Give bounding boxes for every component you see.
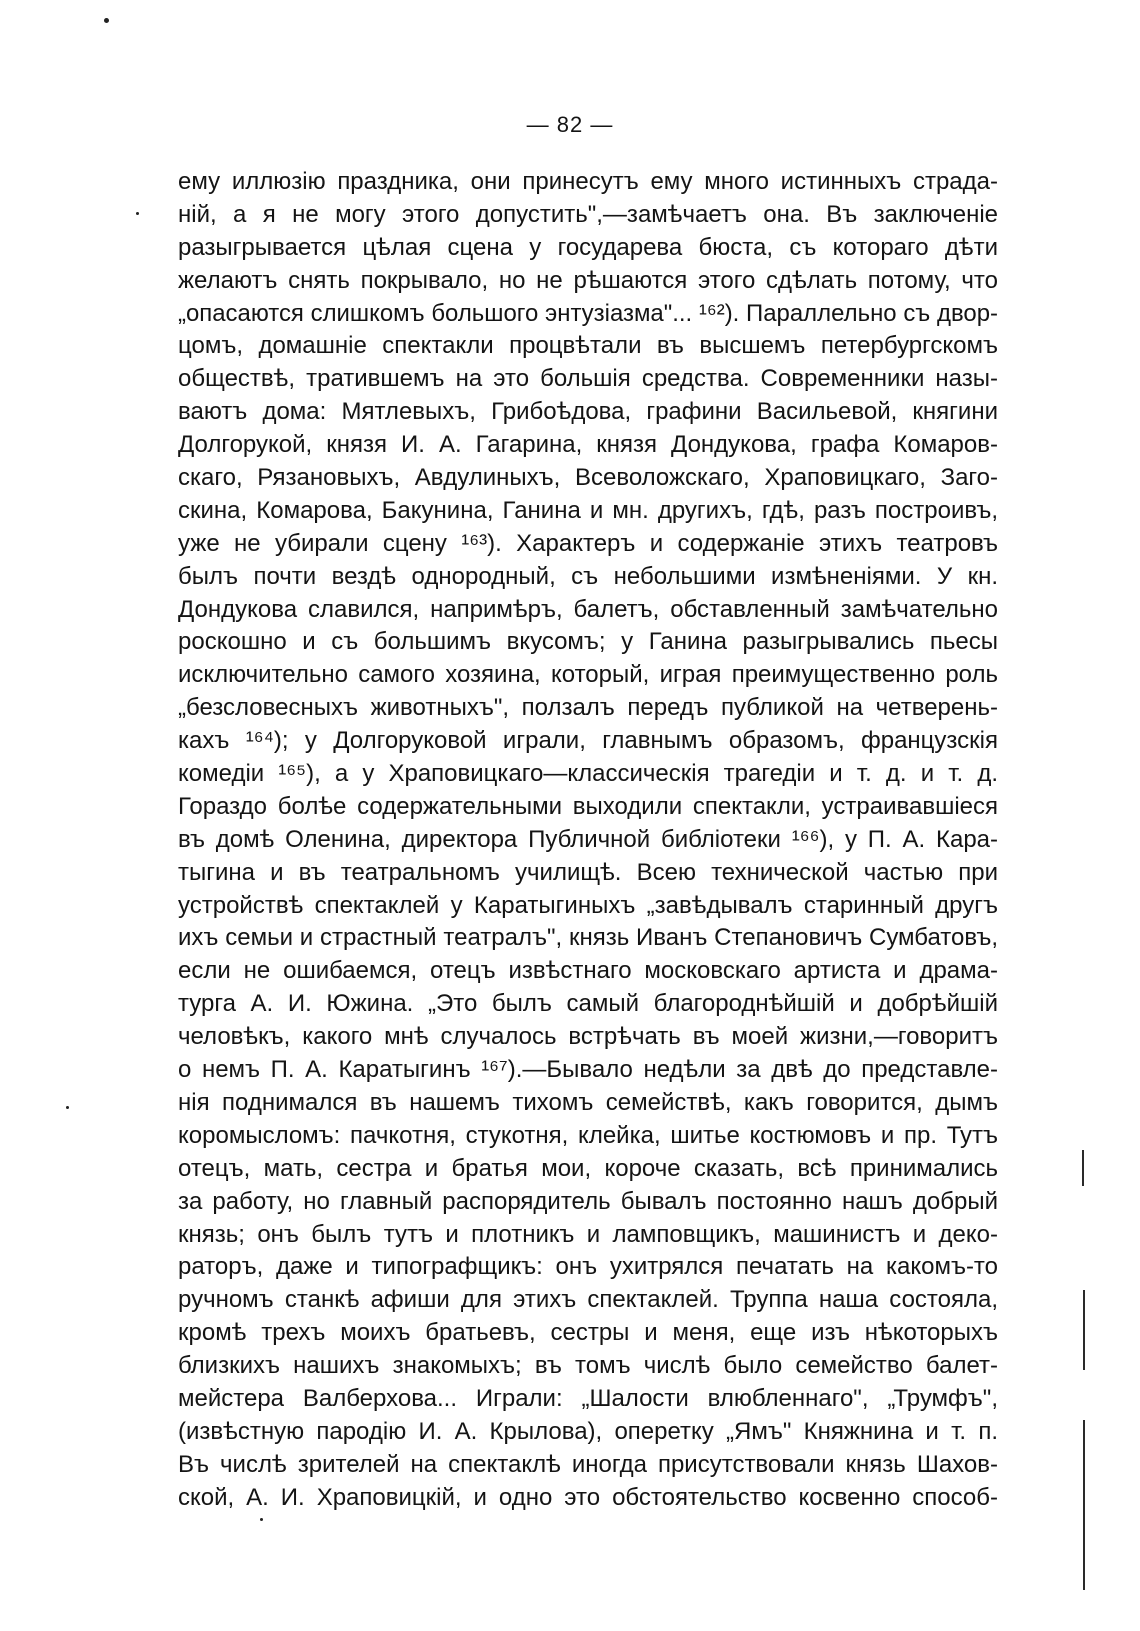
text-line: въ домѣ Оленина, директора Публичной библіотеки ¹⁶⁶), у П. А. Кара-: [178, 825, 998, 853]
text-line: о немъ П. А. Каратыгинъ ¹⁶⁷).—Бывало недѣли за двѣ до представле-: [178, 1056, 998, 1084]
text-line: разыгрывается цѣлая сцена у государева бюста, съ котораго дѣти: [178, 233, 998, 261]
text-line: нія поднимался въ нашемъ тихомъ семействѣ, какъ говорится, дымъ: [178, 1088, 998, 1116]
text-line: если не ошибаемся, отецъ извѣстнаго московскаго артиста и драма-: [178, 957, 998, 985]
page-number: — 82 —: [526, 112, 614, 137]
text-line: ихъ семьи и страстный театралъ", князь Иванъ Степановичъ Сумбатовъ,: [178, 924, 998, 952]
text-line: исключительно самого хозяина, который, играя преимущественно роль: [178, 661, 998, 689]
text-line: отецъ, мать, сестра и братья мои, короче сказать, всѣ принимались: [178, 1154, 998, 1182]
text-line: за работу, но главный распорядитель бывалъ постоянно нашъ добрый: [178, 1187, 998, 1215]
text-line: скина, Комарова, Бакунина, Ганина и мн. другихъ, гдѣ, разъ построивъ,: [178, 496, 998, 524]
text-line: Дондукова славился, напримѣръ, балетъ, обставленный замѣчательно: [178, 595, 998, 623]
text-line: былъ почти вездѣ однородный, съ небольшими измѣненіями. У кн.: [178, 562, 998, 590]
text-line: раторъ, даже и типографщикъ: онъ ухитрялся печатать на какомъ-то: [178, 1253, 998, 1281]
text-line: устройствѣ спектаклей у Каратыгиныхъ „завѣдывалъ старинный другъ: [178, 891, 998, 919]
scan-edge-mark: [1083, 1420, 1085, 1590]
text-line: „безсловесныхъ животныхъ", ползалъ передъ публикой на четверень-: [178, 694, 998, 722]
text-line: князь; онъ былъ тутъ и плотникъ и ламповщикъ, машинистъ и деко-: [178, 1220, 998, 1248]
text-line: цомъ, домашніе спектакли процвѣтали въ высшемъ петербургскомъ: [178, 332, 998, 360]
body-text: [178, 166, 998, 1515]
text-line: роскошно и съ большимъ вкусомъ; у Ганина разыгрывались пьесы: [178, 628, 998, 656]
text-line: скаго, Рязановыхъ, Авдулиныхъ, Всеволожскаго, Храповицкаго, Заго-: [178, 464, 998, 492]
text-line: Гораздо болѣе содержательными выходили спектакли, устраивавшіеся: [178, 792, 998, 820]
text-line: тыгина и въ театральномъ училищѣ. Всею технической частью при: [178, 858, 998, 886]
scan-edge-mark: [1083, 1290, 1085, 1370]
text-line: желаютъ снять покрывало, но не рѣшаются этого сдѣлать потому, что: [178, 266, 998, 294]
scan-speck: [260, 1518, 263, 1521]
text-line: „опасаются слишкомъ большого энтузіазма"... ¹⁶²). Параллельно съ двор-: [178, 299, 998, 327]
text-line: кромѣ трехъ моихъ братьевъ, сестры и меня, еще изъ нѣкоторыхъ: [178, 1319, 998, 1347]
text-line: Въ числѣ зрителей на спектаклѣ иногда присутствовали князь Шахов-: [178, 1450, 998, 1478]
text-line: Долгорукой, князя И. А. Гагарина, князя Дондукова, графа Комаров-: [178, 431, 998, 459]
text-line: ему иллюзію праздника, они принесутъ ему много истинныхъ страда-: [178, 168, 998, 195]
text-line: (извѣстную пародію И. А. Крылова), оперетку „Ямъ" Княжнина и т. п.: [178, 1417, 998, 1445]
text-line: ній, а я не могу этого допустить",—замѣчаетъ она. Въ заключеніе: [178, 200, 998, 228]
text-line: турга А. И. Южина. „Это былъ самый благороднѣйшій и добрѣйшій: [178, 990, 998, 1018]
text-line: близкихъ нашихъ знакомыхъ; въ томъ числѣ было семейство балет-: [178, 1352, 998, 1380]
scan-speck: [104, 18, 109, 23]
text-line: уже не убирали сцену ¹⁶³). Характеръ и содержаніе этихъ театровъ: [178, 529, 998, 557]
text-line: комедіи ¹⁶⁵), а у Храповицкаго—классическія трагедіи и т. д. и т. д.: [178, 760, 998, 788]
text-line: кахъ ¹⁶⁴); у Долгоруковой играли, главнымъ образомъ, французскія: [178, 727, 998, 755]
text-line: ваютъ дома: Мятлевыхъ, Грибоѣдова, графини Васильевой, княгини: [178, 398, 998, 426]
text-line: обществѣ, тратившемъ на это большія средства. Современники назы-: [178, 365, 998, 393]
scan-edge-mark: [1082, 1150, 1084, 1186]
text-line: человѣкъ, какого мнѣ случалось встрѣчать въ моей жизни,—говоритъ: [178, 1023, 998, 1051]
text-line: коромысломъ: пачкотня, стукотня, клейка, шитье костюмовъ и пр. Тутъ: [178, 1121, 998, 1149]
text-line: мейстера Валберхова... Играли: „Шалости влюбленнаго", „Трумфъ",: [178, 1384, 998, 1412]
scan-speck: [66, 1106, 69, 1109]
text-line: ручномъ станкѣ афиши для этихъ спектаклей. Труппа наша состояла,: [178, 1286, 998, 1314]
text-line: ской, А. И. Храповицкій, и одно это обстоятельство косвенно способ-: [178, 1483, 998, 1511]
scan-speck: [136, 212, 139, 215]
